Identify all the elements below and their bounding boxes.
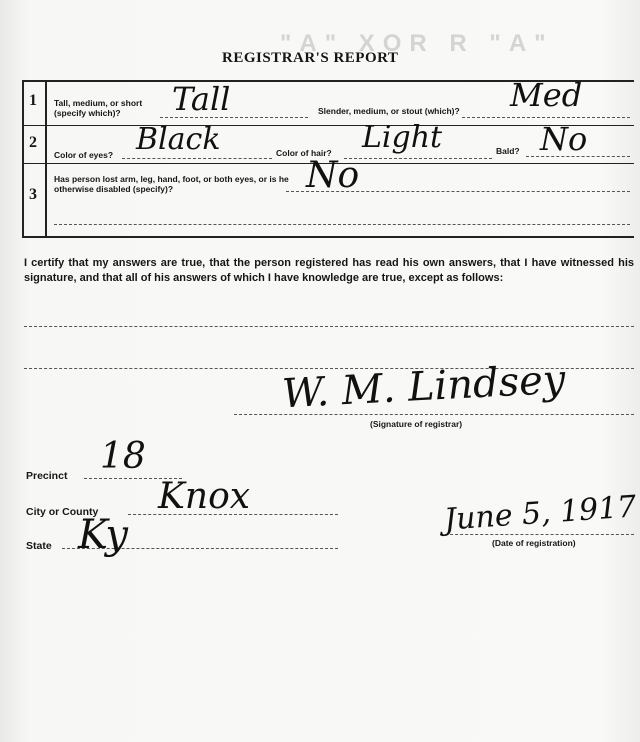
registration-date: June 5, 1917 <box>443 489 638 538</box>
table-left-border <box>22 80 24 238</box>
hair-color-answer: Light <box>362 120 443 155</box>
hair-color-question: Color of hair? <box>276 148 332 158</box>
bleed-through-watermark: "A" XOR R "A" <box>280 30 554 57</box>
number-column-divider <box>45 80 47 238</box>
build-answer: Med <box>510 76 583 114</box>
state-value: Ky <box>78 512 128 558</box>
registrar-signature: W. M. Lindsey <box>280 356 567 418</box>
table-bottom-border <box>22 236 634 238</box>
height-question: Tall, medium, or short (specify which)? <box>54 98 143 118</box>
city-county-value: Knox <box>158 476 251 517</box>
build-answer-line <box>462 117 630 118</box>
height-answer: Tall <box>172 80 231 118</box>
row-number-2: 2 <box>29 134 37 151</box>
bald-answer: No <box>540 120 588 158</box>
build-question: Slender, medium, or stout (which)? <box>318 106 460 116</box>
eye-color-question: Color of eyes? <box>54 150 114 160</box>
row-number-1: 1 <box>29 92 37 109</box>
disability-answer: No <box>306 155 360 196</box>
eye-color-answer-line <box>122 158 272 159</box>
bald-question: Bald? <box>496 146 520 156</box>
eye-color-answer: Black <box>136 122 221 157</box>
certification-text: I certify that my answers are true, that the person registered has read his own answers, that I have witnessed his signature, and that all of his answers of which I have knowledge are true, except as follows: <box>24 257 634 284</box>
date-caption: (Date of registration) <box>492 538 576 548</box>
row-number-3: 3 <box>29 186 37 203</box>
disability-answer-line-2 <box>54 224 630 225</box>
precinct-label: Precinct <box>26 470 68 482</box>
page-title: REGISTRAR'S REPORT <box>222 50 399 66</box>
state-label: State <box>26 540 52 552</box>
disability-question: Has person lost arm, leg, hand, foot, or both eyes, or is he otherwise disabled (specify)? <box>54 174 289 194</box>
city-county-label: City or County <box>26 506 99 518</box>
hair-color-answer-line <box>344 158 492 159</box>
exception-line-1 <box>24 326 634 327</box>
signature-caption: (Signature of registrar) <box>370 419 463 429</box>
precinct-value: 18 <box>100 436 146 477</box>
